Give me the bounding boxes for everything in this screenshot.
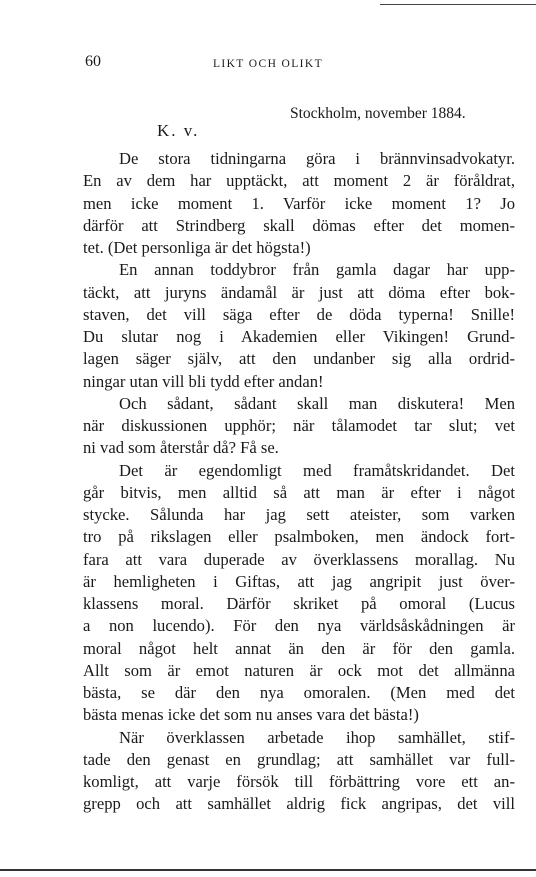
text-line: fara att vara duperade av överklassens morallag. Nu <box>83 549 515 569</box>
page-number: 60 <box>85 53 101 70</box>
text-line: tro på rikslagen eller psalmboken, men ändock fort- <box>83 527 515 547</box>
text-line: En av dem har upptäckt, att moment 2 är föråldrat, <box>83 171 515 191</box>
text-line: grepp och att samhället aldrig fick angripas, det vill <box>83 794 515 814</box>
text-line: En annan toddybror från gamla dagar har upp- <box>119 260 515 280</box>
text-line: är hemligheten i Giftas, att jag angripit just över- <box>83 571 515 591</box>
text-line: bästa, se där den nya omoralen. (Men med det <box>83 683 515 702</box>
text-line: tet. (Det personliga är det högsta!) <box>83 238 311 257</box>
text-line: stycke. Sålunda har jag sett ateister, som varken <box>83 505 515 524</box>
text-line: ni vad som återstår då? Få se. <box>83 438 279 458</box>
text-line: klassens moral. Därför skriket på omoral (Lucus <box>83 594 515 613</box>
text-line: De stora tidningarna göra i brännvinsadvokatyr. <box>119 149 515 168</box>
text-line: ningar utan vill bli tydd efter andan! <box>83 371 324 391</box>
body-text <box>83 148 515 816</box>
text-line: Du slutar nog i Akademien eller Vikingen! Grund- <box>83 327 515 346</box>
text-line: Det är egendomligt med framåtskridandet. Det <box>119 460 515 480</box>
running-head: LIKT OCH OLIKT <box>212 58 324 70</box>
letter-salutation: K. v. <box>157 121 200 140</box>
bottom-rule <box>0 869 536 871</box>
text-line: moral något helt annat än den är för den gamla. <box>83 638 515 658</box>
text-line: komligt, att varje försök till förbättring vore ett an- <box>83 772 515 791</box>
text-line: går bitvis, men alltid så att man är efter i något <box>83 482 515 502</box>
text-line: täckt, att juryns ändamål är just att döma efter bok- <box>83 282 515 302</box>
text-line: När överklassen arbetade ihop samhället, stif- <box>119 727 515 747</box>
text-line: tade den genast en grundlag; att samhället var full- <box>83 749 515 769</box>
text-line: bästa menas icke det som nu anses vara det bästa!) <box>83 705 419 725</box>
text-line: när diskussionen upphör; när tålamodet tar slut; vet <box>83 416 515 435</box>
text-line: därför att Strindberg skall dömas efter det momen- <box>83 215 515 235</box>
text-line: staven, det vill säga efter de döda typerna! Snille! <box>83 304 515 324</box>
letter-dateline: Stockholm, november 1884. <box>290 105 466 122</box>
text-line: a non lucendo). För den nya världsåskådningen är <box>83 616 515 636</box>
text-line: Allt som är emot naturen är ock mot det allmänna <box>83 660 515 680</box>
text-line: lagen säger själv, att den undanber sig alla ordrid- <box>83 349 515 369</box>
text-line: men icke moment 1. Varför icke moment 1? Jo <box>83 193 515 213</box>
top-rule <box>380 4 536 5</box>
text-line: Och sådant, sådant skall man diskutera! Men <box>119 393 515 413</box>
